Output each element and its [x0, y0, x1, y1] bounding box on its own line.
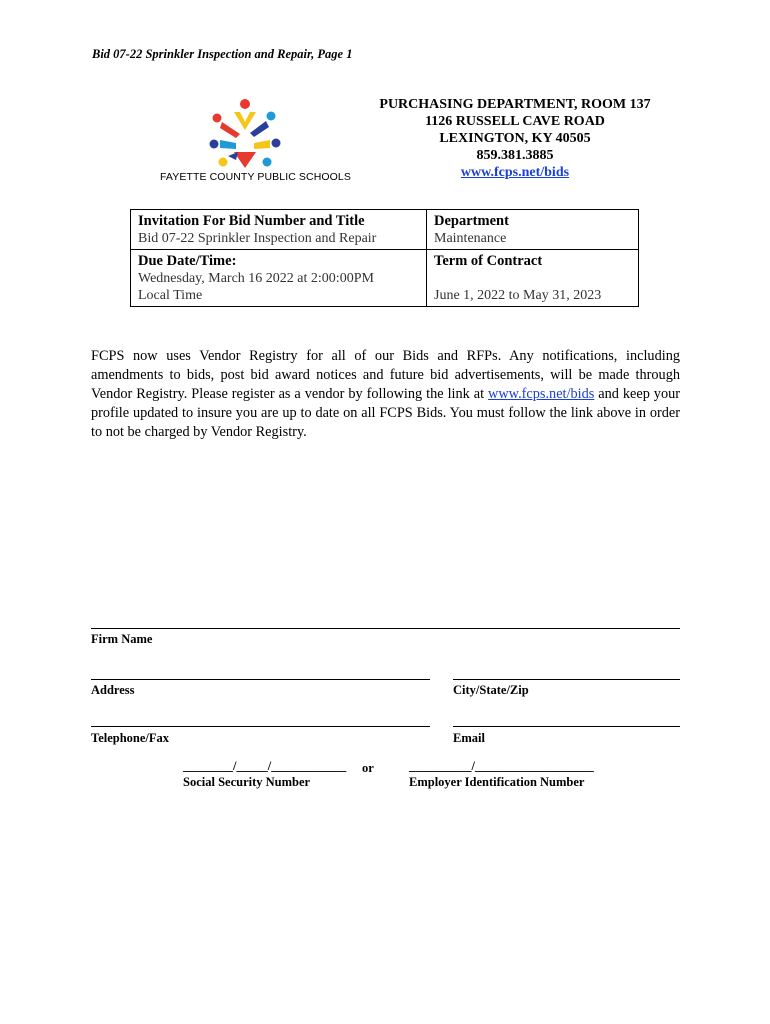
due-date-cell	[131, 250, 427, 307]
ein-label: Employer Identification Number	[409, 775, 585, 789]
term-label: Term of Contract	[434, 253, 543, 269]
logo-org-name: FAYETTE COUNTY PUBLIC SCHOOLS	[160, 171, 351, 183]
notice-text-end: and keep your profile updated to insure you are up to date on all FCPS Bids. You must follow the link above in order to not be charged by Vendor Registry.	[91, 386, 681, 440]
ein-blank[interactable]: __________/___________________	[409, 759, 594, 773]
department-cell	[427, 210, 639, 250]
telephone-fax-line[interactable]	[91, 726, 430, 727]
email-label: Email	[453, 731, 485, 745]
notice-website-link[interactable]: www.fcps.net/bids	[488, 386, 595, 402]
or-separator: or	[362, 761, 374, 775]
vendor-registry-notice	[91, 347, 680, 442]
bid-info-table	[130, 209, 639, 307]
bid-number-label: Invitation For Bid Number and Title	[138, 213, 365, 229]
term-value: June 1, 2022 to May 31, 2023	[434, 288, 602, 303]
telephone-fax-label: Telephone/Fax	[91, 731, 170, 745]
ssn-label: Social Security Number	[183, 775, 311, 789]
bid-number-cell	[131, 210, 427, 250]
department-value: Maintenance	[434, 231, 507, 246]
notice-text-start: FCPS now uses Vendor Registry for all of our Bids and RFPs. Any notifications, including amendments to bids, post bid award notices and future bid advertisements, will be made through Vendor Registry. Please register as a vendor by following the link at	[91, 348, 680, 402]
firm-name-label: Firm Name	[91, 632, 153, 646]
address-line1: PURCHASING DEPARTMENT, ROOM 137	[379, 97, 651, 112]
address-label: Address	[91, 683, 135, 697]
website-link[interactable]: www.fcps.net/bids	[460, 165, 570, 180]
running-header: Bid 07-22 Sprinkler Inspection and Repair, Page 1	[92, 47, 353, 61]
address-line2: 1126 RUSSELL CAVE ROAD	[425, 114, 605, 129]
firm-name-line[interactable]	[91, 628, 680, 629]
bid-number-value: Bid 07-22 Sprinkler Inspection and Repair	[138, 231, 377, 246]
department-label: Department	[434, 213, 509, 229]
address-phone: 859.381.3885	[476, 148, 554, 163]
purchasing-address-block	[330, 96, 700, 181]
due-date-value: Wednesday, March 16 2022 at 2:00:00PM	[138, 271, 374, 286]
due-date-timezone: Local Time	[138, 288, 203, 303]
city-state-zip-label: City/State/Zip	[453, 683, 529, 697]
address-line[interactable]	[91, 679, 430, 680]
city-state-zip-line[interactable]	[453, 679, 680, 680]
email-line[interactable]	[453, 726, 680, 727]
address-line3: LEXINGTON, KY 40505	[439, 131, 591, 146]
due-date-label: Due Date/Time:	[138, 253, 237, 269]
term-cell	[427, 250, 639, 307]
ssn-blank[interactable]: ________/_____/____________	[183, 759, 347, 773]
